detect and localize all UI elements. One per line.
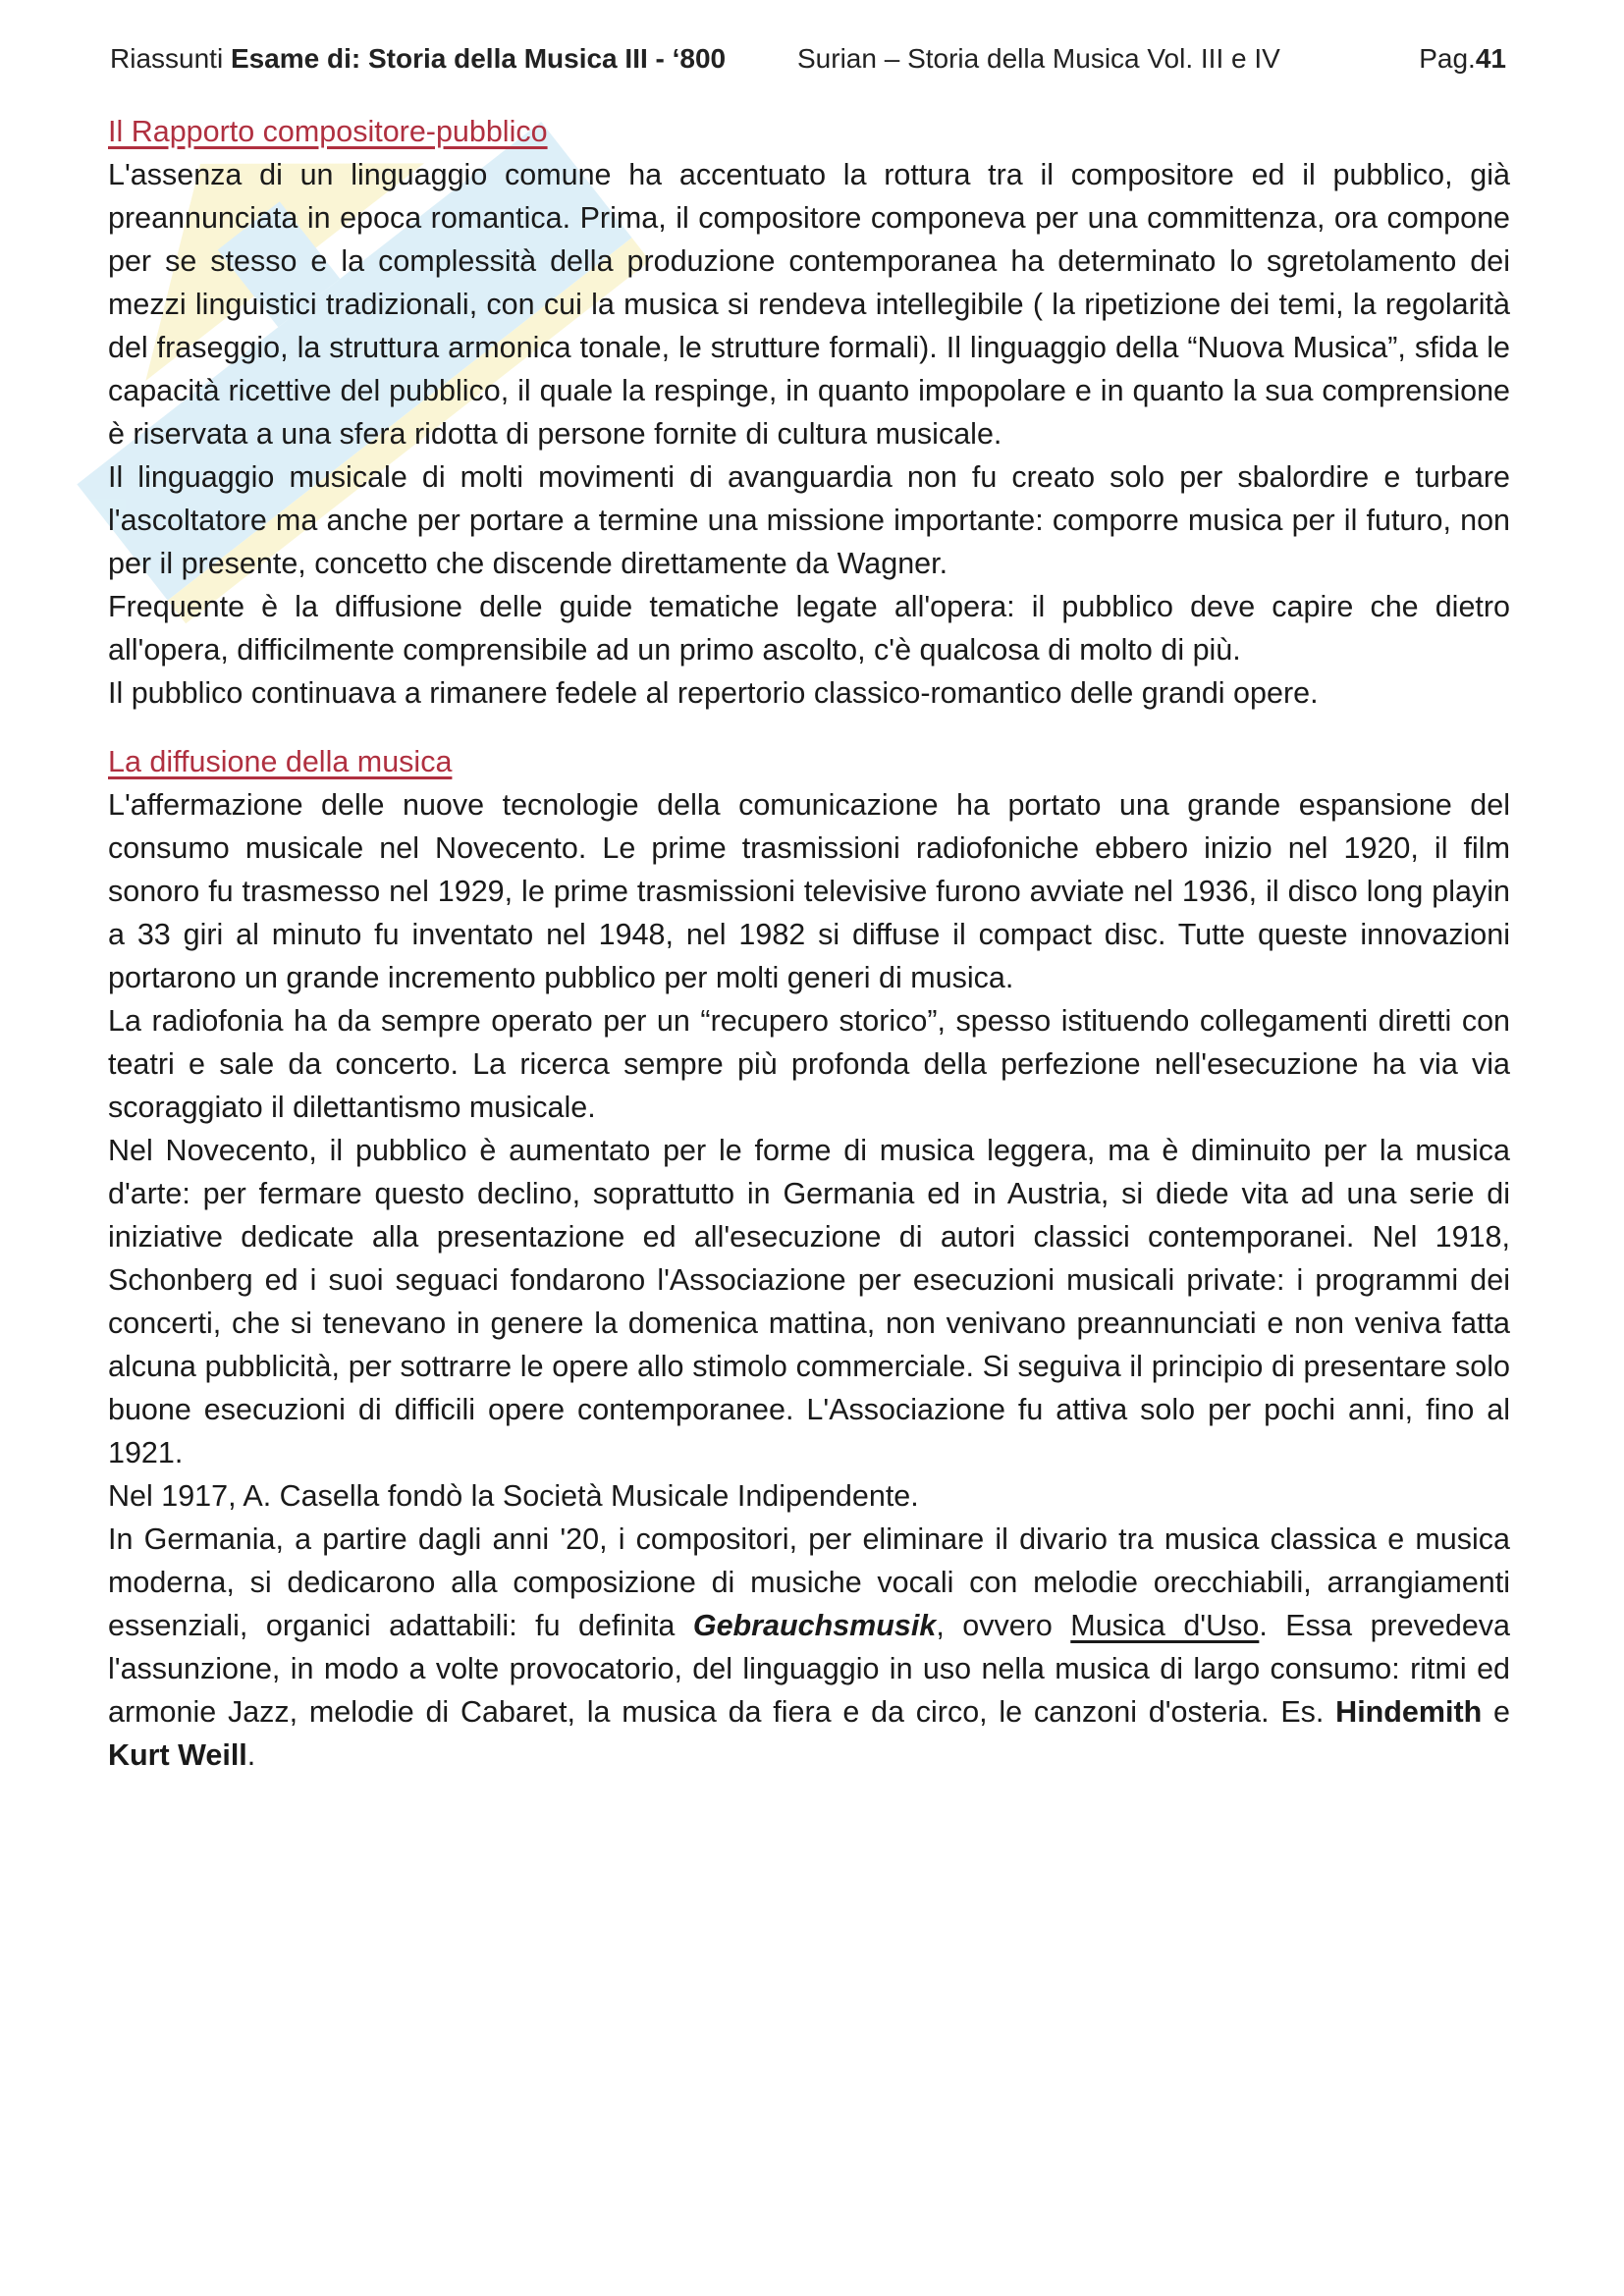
paragraph: Nel Novecento, il pubblico è aumentato per le forme di musica leggera, ma è diminuito per la musica d'arte: per fermare questo declino, soprattutto in Germania ed in Austria, si diede vita ad una serie di iniziative dedicate alla presentazione ed all'esecuzione di autori classici contemporanei. Nel 1918, Schonberg ed i suoi seguaci fondarono l'Associazione per esecuzioni musicali private: i programmi dei concerti, che si tenevano in genere la domenica mattina, non venivano preannunciati e non veniva fatta alcuna pubblicità, per sottrarre le opere allo stimolo commerciale. Si seguiva il principio di presentare solo buone esecuzioni di difficili opere contemporanee. L'Associazione fu attiva solo per pochi anni, fino al 1921.: [108, 1134, 1510, 1469]
composer-hindemith: Hindemith: [1335, 1695, 1483, 1729]
composer-weill: Kurt Weill: [108, 1738, 247, 1772]
paragraph: Il linguaggio musicale di molti movimenti di avanguardia non fu creato solo per sbalordire e turbare l'ascoltatore ma anche per portare a termine una missione importante: comporre musica per il futuro, non per il presente, concetto che discende direttamente da Wagner.: [108, 460, 1510, 580]
document-body: [108, 110, 1510, 1777]
paragraph: Frequente è la diffusione delle guide tematiche legate all'opera: il pubblico deve capire che dietro all'opera, difficilmente comprensibile ad un primo ascolto, c'è qualcosa di molto di più.: [108, 590, 1510, 667]
paragraph: La radiofonia ha da sempre operato per un “recupero storico”, spesso istituendo collegamenti diretti con teatri e sale da concerto. La ricerca sempre più profonda della perfezione nell'esecuzione ha via via scoraggiato il dilettantismo musicale.: [108, 1004, 1510, 1124]
paragraph-gebrauchsmusik: In Germania, a partire dagli anni '20, i compositori, per eliminare il divario tra musica classica e musica moderna, si dedicarono alla composizione di musiche vocali con melodie orecchiabili, arrangiamenti essenziali, organici adattabili: fu definita Gebrauchsmusik, ovvero Musica d'Uso. Essa prevedeva l'assunzione, in modo a volte provocatorio, del linguaggio in uso nella musica di largo consumo: ritmi ed armonie Jazz, melodie di Cabaret, la musica da fiera e da circo, le canzoni d'osteria. Es. Hindemith e Kurt Weill.: [108, 1522, 1511, 1772]
header-course: Riassunti Esame di: Storia della Musica III - ‘800: [110, 43, 727, 74]
paragraph: L'assenza di un linguaggio comune ha accentuato la rottura tra il compositore ed il pubblico, già preannunciata in epoca romantica. Prima, il compositore componeva per una committenza, ora compone per se stesso e la complessità della produzione contemporanea ha determinato lo sgretolamento dei mezzi linguistici tradizionali, con cui la musica si rendeva intellegibile ( la ripetizione dei temi, la regolarità del fraseggio, la struttura armonica tonale, le strutture formali). Il linguaggio della “Nuova Musica”, sfida le capacità ricettive del pubblico, il quale la respinge, in quanto impopolare e in quanto la sua comprensione è riservata a una sfera ridotta di persone fornite di cultura musicale.: [108, 158, 1510, 451]
page-header: [0, 43, 1624, 82]
header-book: Surian – Storia della Musica Vol. III e IV: [797, 43, 1280, 74]
section-title-diffusione: La diffusione della musica: [108, 745, 453, 778]
paragraph: L'affermazione delle nuove tecnologie della comunicazione ha portato una grande espansione del consumo musicale nel Novecento. Le prime trasmissioni radiofoniche ebbero inizio nel 1920, il film sonoro fu trasmesso nel 1929, le prime trasmissioni televisive furono avviate nel 1936, il disco long playin a 33 giri al minuto fu inventato nel 1948, nel 1982 si diffuse il compact disc. Tutte queste innovazioni portarono un grande incremento pubblico per molti generi di musica.: [108, 788, 1510, 994]
term-musica-uso: Musica d'Uso: [1070, 1609, 1260, 1642]
section-title-rapporto: Il Rapporto compositore-pubblico: [108, 115, 548, 148]
term-gebrauchsmusik: Gebrauchsmusik: [692, 1609, 937, 1642]
paragraph: Nel 1917, A. Casella fondò la Società Musicale Indipendente.: [108, 1479, 919, 1513]
paragraph: Il pubblico continuava a rimanere fedele al repertorio classico-romantico delle grandi opere.: [108, 676, 1319, 710]
header-page: Pag.41: [1419, 43, 1506, 74]
